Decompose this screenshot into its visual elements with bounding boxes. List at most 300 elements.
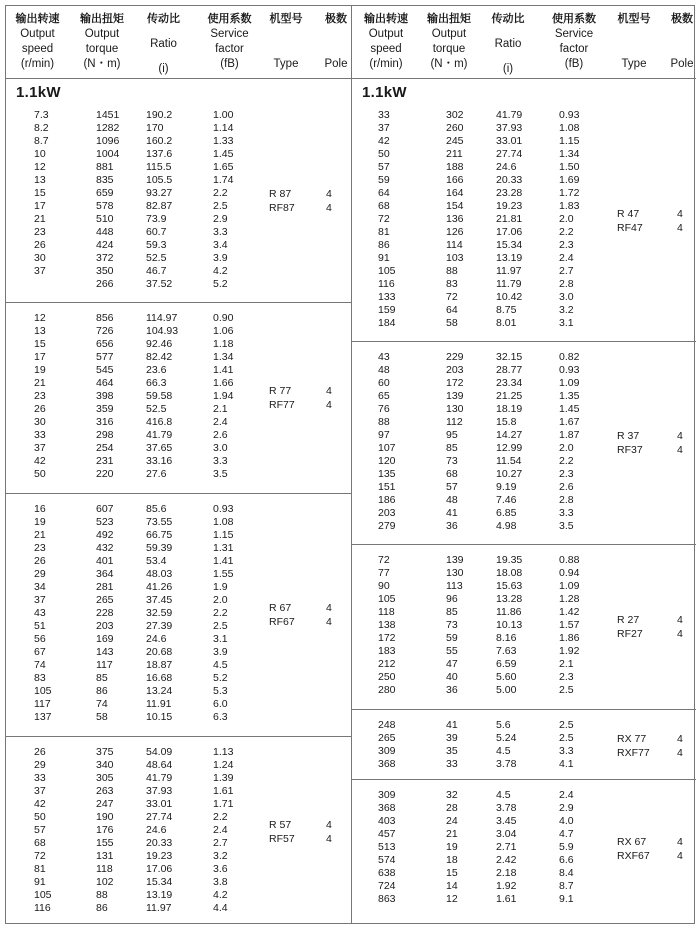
cell-torque: 102 [96, 876, 114, 888]
cell-speed: 724 [378, 880, 396, 892]
table-row [6, 672, 351, 685]
header-ratio-cn: 传动比 [491, 13, 525, 25]
cell-service: 1.9 [213, 581, 228, 593]
cell-service: 1.61 [213, 785, 234, 797]
cell-ratio: 11.79 [496, 278, 522, 290]
cell-torque: 220 [96, 468, 114, 480]
cell-speed: 107 [378, 442, 396, 454]
header-ratio [482, 12, 534, 77]
table-row [352, 880, 696, 893]
cell-torque: 260 [446, 122, 464, 134]
cell-torque: 172 [446, 377, 464, 389]
cell-service: 3.8 [213, 876, 228, 888]
cell-speed: 33 [378, 109, 390, 121]
cell-speed: 105 [34, 889, 52, 901]
cell-ratio: 37.93 [146, 785, 173, 797]
cell-torque: 85 [446, 606, 458, 618]
header-ratio-en: Ratio [150, 38, 177, 50]
cell-service: 1.24 [213, 759, 234, 771]
type-line [269, 818, 338, 832]
cell-service: 2.3 [559, 239, 574, 251]
cell-service: 3.2 [559, 304, 574, 316]
type-name: R 87 [269, 188, 292, 200]
cell-service: 2.5 [559, 719, 574, 731]
cell-torque: 58 [446, 317, 458, 329]
cell-service: 1.72 [559, 187, 580, 199]
type-line [269, 832, 338, 846]
pole-count: 4 [677, 733, 683, 745]
table-row [6, 529, 351, 542]
cell-speed: 72 [34, 850, 46, 862]
cell-service: 0.93 [213, 503, 234, 515]
cell-speed: 81 [378, 226, 390, 238]
cell-torque: 59 [446, 632, 458, 644]
header-type-cn: 机型号 [269, 13, 303, 25]
cell-ratio: 82.42 [146, 351, 173, 363]
table-row [352, 416, 696, 429]
table-row [6, 239, 351, 252]
cell-torque: 48 [446, 494, 458, 506]
cell-speed: 10 [34, 148, 46, 160]
cell-speed: 43 [378, 351, 390, 363]
cell-torque: 281 [96, 581, 114, 593]
table-row [352, 593, 696, 606]
cell-speed: 72 [378, 213, 390, 225]
cell-speed: 59 [378, 174, 390, 186]
cell-ratio: 4.5 [496, 745, 511, 757]
cell-service: 1.15 [559, 135, 580, 147]
cell-torque: 263 [96, 785, 114, 797]
table-row [6, 876, 351, 889]
cell-ratio: 11.54 [496, 455, 522, 467]
cell-torque: 103 [446, 252, 464, 264]
pole-count: 4 [677, 221, 683, 234]
cell-ratio: 46.7 [146, 265, 167, 277]
header-speed-unit: (r/min) [369, 58, 403, 70]
cell-speed: 64 [378, 187, 390, 199]
table-row [352, 278, 696, 291]
cell-torque: 15 [446, 867, 458, 879]
cell-torque: 1451 [96, 109, 120, 121]
cell-service: 1.08 [213, 516, 234, 528]
pole-count: 4 [326, 188, 332, 200]
cell-service: 1.31 [213, 542, 234, 554]
type-name: RF57 [269, 832, 295, 845]
cell-service: 4.0 [559, 815, 574, 827]
cell-ratio: 3.04 [496, 828, 517, 840]
header-pole-en: Pole [670, 58, 694, 70]
cell-ratio: 73.55 [146, 516, 173, 528]
table-row [352, 645, 696, 658]
cell-service: 1.67 [559, 416, 580, 428]
model-type [617, 429, 689, 457]
cell-speed: 37 [378, 122, 390, 134]
cell-service: 2.2 [213, 811, 228, 823]
cell-ratio: 4.98 [496, 520, 517, 532]
cell-service: 1.08 [559, 122, 580, 134]
cell-service: 5.2 [213, 672, 228, 684]
cell-service: 1.87 [559, 429, 580, 441]
cell-service: 1.42 [559, 606, 580, 618]
cell-torque: 229 [446, 351, 464, 363]
header-type-en: Type [273, 58, 299, 70]
cell-torque: 24 [446, 815, 458, 827]
cell-service: 0.94 [559, 567, 580, 579]
header-service-cn: 使用系数 [207, 13, 252, 25]
cell-ratio: 66.3 [146, 377, 167, 389]
cell-ratio: 60.7 [146, 226, 167, 238]
cell-torque: 578 [96, 200, 114, 212]
cell-torque: 28 [446, 802, 458, 814]
table-row [6, 759, 351, 772]
header-service-en: Service [210, 28, 249, 40]
cell-ratio: 41.79 [496, 109, 523, 121]
cell-service: 2.6 [213, 429, 228, 441]
cell-speed: 638 [378, 867, 396, 879]
cell-torque: 39 [446, 732, 458, 744]
table-row [6, 516, 351, 529]
cell-ratio: 23.28 [496, 187, 523, 199]
cell-torque: 55 [446, 645, 458, 657]
cell-ratio: 5.6 [496, 719, 511, 731]
cell-torque: 32 [446, 789, 458, 801]
cell-speed: 116 [378, 278, 395, 290]
pole-count: 4 [326, 601, 332, 614]
cell-ratio: 20.33 [146, 837, 173, 849]
type-name: RF27 [617, 627, 643, 640]
cell-ratio: 92.46 [146, 338, 173, 350]
cell-torque: 96 [446, 593, 458, 605]
cell-torque: 298 [96, 429, 114, 441]
type-line [269, 201, 338, 215]
cell-ratio: 11.86 [496, 606, 522, 618]
cell-speed: 309 [378, 789, 396, 801]
table-row [6, 278, 351, 291]
cell-ratio: 13.19 [496, 252, 523, 264]
cell-torque: 86 [96, 685, 108, 697]
cell-ratio: 8.01 [496, 317, 517, 329]
cell-service: 3.9 [213, 646, 228, 658]
cell-torque: 835 [96, 174, 114, 186]
cell-torque: 72 [446, 291, 458, 303]
cell-torque: 114 [446, 239, 463, 251]
cell-service: 2.9 [213, 213, 228, 225]
cell-speed: 279 [378, 520, 396, 532]
cell-torque: 523 [96, 516, 114, 528]
cell-service: 1.34 [559, 148, 580, 160]
cell-service: 2.7 [213, 837, 228, 849]
cell-service: 4.4 [213, 902, 228, 914]
cell-torque: 316 [96, 416, 114, 428]
cell-service: 2.3 [559, 671, 574, 683]
cell-service: 2.2 [213, 607, 228, 619]
cell-speed: 42 [34, 455, 46, 467]
cell-speed: 457 [378, 828, 396, 840]
cell-ratio: 13.28 [496, 593, 523, 605]
cell-service: 3.5 [213, 468, 228, 480]
cell-ratio: 11.91 [146, 698, 172, 710]
header-ratio-unit: (i) [158, 63, 169, 75]
cell-torque: 113 [446, 580, 463, 592]
cell-torque: 21 [446, 828, 458, 840]
cell-torque: 350 [96, 265, 114, 277]
table-row [352, 122, 696, 135]
cell-ratio: 4.5 [496, 789, 511, 801]
cell-speed: 68 [34, 837, 46, 849]
type-line [617, 221, 689, 235]
cell-torque: 41 [446, 507, 458, 519]
cell-torque: 154 [446, 200, 464, 212]
cell-service: 2.8 [559, 278, 574, 290]
pole-count: 4 [677, 835, 683, 848]
header-service [538, 12, 610, 72]
left-column [6, 6, 351, 923]
cell-speed: 26 [34, 555, 46, 567]
cell-speed: 72 [378, 554, 390, 566]
cell-torque: 19 [446, 841, 458, 853]
table-row [352, 567, 696, 580]
table-row [352, 291, 696, 304]
cell-speed: 12 [34, 312, 46, 324]
cell-service: 1.50 [559, 161, 580, 173]
cell-torque: 856 [96, 312, 114, 324]
cell-torque: 169 [96, 633, 114, 645]
type-line [617, 849, 689, 863]
table-row [6, 161, 351, 174]
cell-ratio: 19.23 [496, 200, 523, 212]
cell-speed: 86 [378, 239, 390, 251]
cell-service: 2.4 [559, 789, 574, 801]
cell-service: 4.2 [213, 265, 228, 277]
cell-torque: 190 [96, 811, 114, 823]
cell-service: 2.0 [559, 442, 574, 454]
cell-torque: 228 [96, 607, 114, 619]
cell-torque: 112 [446, 416, 463, 428]
cell-service: 1.57 [559, 619, 580, 631]
cell-torque: 117 [96, 659, 113, 671]
table-header [6, 6, 351, 79]
cell-ratio: 12.99 [496, 442, 523, 454]
cell-speed: 17 [34, 200, 46, 212]
cell-ratio: 33.01 [146, 798, 173, 810]
cell-service: 2.2 [559, 226, 574, 238]
cell-service: 0.93 [559, 364, 580, 376]
cell-speed: 13 [34, 325, 46, 337]
header-pole [652, 12, 700, 72]
table-row [352, 187, 696, 200]
cell-torque: 47 [446, 658, 458, 670]
cell-service: 1.33 [213, 135, 234, 147]
cell-service: 5.2 [213, 278, 228, 290]
cell-speed: 15 [34, 187, 46, 199]
cell-service: 8.7 [559, 880, 574, 892]
table-row [6, 325, 351, 338]
header-speed [10, 12, 65, 72]
cell-speed: 21 [34, 529, 46, 541]
cell-speed: 17 [34, 351, 46, 363]
cell-ratio: 115.5 [146, 161, 172, 173]
type-name: RX 77 [617, 733, 647, 745]
cell-speed: 91 [34, 876, 46, 888]
cell-service: 8.4 [559, 867, 574, 879]
cell-service: 0.90 [213, 312, 234, 324]
type-name: RF67 [269, 615, 295, 628]
cell-torque: 64 [446, 304, 458, 316]
cell-service: 3.3 [559, 745, 574, 757]
cell-speed: 57 [34, 824, 46, 836]
cell-torque: 139 [446, 554, 464, 566]
cell-speed: 186 [378, 494, 396, 506]
type-name: R 47 [617, 207, 640, 220]
cell-torque: 464 [96, 377, 114, 389]
cell-torque: 359 [96, 403, 114, 415]
cell-service: 2.4 [213, 824, 228, 836]
cell-service: 1.94 [213, 390, 234, 402]
model-group [6, 736, 351, 923]
type-line [617, 835, 689, 849]
cell-speed: 16 [34, 503, 46, 515]
table-row [352, 893, 696, 906]
table-row [6, 633, 351, 646]
cell-speed: 19 [34, 516, 46, 528]
table-row [6, 351, 351, 364]
cell-speed: 265 [378, 732, 396, 744]
cell-torque: 164 [446, 187, 464, 199]
model-type [269, 384, 338, 412]
type-line [617, 613, 689, 627]
cell-service: 3.6 [213, 863, 228, 875]
cell-ratio: 27.6 [146, 468, 167, 480]
pole-count: 4 [326, 615, 332, 628]
cell-speed: 151 [378, 481, 396, 493]
cell-ratio: 27.74 [496, 148, 523, 160]
cell-torque: 74 [96, 698, 108, 710]
table-row [352, 364, 696, 377]
cell-torque: 577 [96, 351, 114, 363]
cell-service: 3.5 [559, 520, 574, 532]
type-line [269, 187, 338, 201]
table-row [6, 364, 351, 377]
type-line [617, 429, 689, 443]
table-row [352, 161, 696, 174]
cell-speed: 183 [378, 645, 396, 657]
cell-torque: 36 [446, 684, 458, 696]
cell-ratio: 13.19 [146, 889, 173, 901]
cell-ratio: 15.34 [146, 876, 173, 888]
cell-speed: 23 [34, 390, 46, 402]
header-service-cn: 使用系数 [552, 13, 596, 25]
cell-speed: 90 [378, 580, 390, 592]
type-name: R 67 [269, 601, 292, 614]
cell-service: 2.2 [213, 187, 228, 199]
cell-ratio: 93.27 [146, 187, 173, 199]
cell-service: 2.5 [213, 620, 228, 632]
cell-torque: 1282 [96, 122, 120, 134]
model-group [6, 493, 351, 737]
cell-torque: 245 [446, 135, 464, 147]
cell-service: 6.3 [213, 711, 228, 723]
table-row [6, 252, 351, 265]
cell-speed: 105 [378, 265, 396, 277]
cell-torque: 305 [96, 772, 114, 784]
header-service-unit: (fB) [220, 58, 239, 70]
cell-speed: 26 [34, 239, 46, 251]
cell-service: 1.09 [559, 377, 580, 389]
type-name: RF87 [269, 202, 295, 214]
cell-torque: 139 [446, 390, 464, 402]
table-row [6, 312, 351, 325]
table-row [352, 468, 696, 481]
cell-speed: 29 [34, 759, 46, 771]
table-row [6, 135, 351, 148]
cell-torque: 211 [446, 148, 463, 160]
cell-speed: 50 [34, 811, 46, 823]
table-row [6, 798, 351, 811]
header-speed-unit: (r/min) [20, 58, 55, 70]
cell-torque: 340 [96, 759, 114, 771]
cell-speed: 137 [34, 711, 52, 723]
type-line [269, 398, 338, 412]
cell-speed: 8.7 [34, 135, 49, 147]
cell-ratio: 33.01 [496, 135, 523, 147]
header-type-en: Type [621, 58, 647, 70]
cell-service: 3.3 [213, 455, 228, 467]
cell-ratio: 7.46 [496, 494, 517, 506]
cell-torque: 130 [446, 403, 464, 415]
cell-speed: 863 [378, 893, 396, 905]
cell-speed: 77 [378, 567, 390, 579]
cell-ratio: 105.5 [146, 174, 173, 186]
cell-service: 2.6 [559, 481, 574, 493]
cell-service: 1.34 [213, 351, 234, 363]
cell-speed: 118 [378, 606, 395, 618]
model-type [269, 187, 338, 215]
cell-service: 1.15 [213, 529, 234, 541]
cell-ratio: 17.06 [496, 226, 523, 238]
cell-speed: 30 [34, 252, 46, 264]
pole-count: 4 [677, 849, 683, 862]
type-line [617, 732, 689, 746]
cell-service: 2.0 [213, 594, 228, 606]
cell-service: 1.71 [213, 798, 234, 810]
cell-speed: 574 [378, 854, 396, 866]
table-row [6, 568, 351, 581]
cell-speed: 7.3 [34, 109, 49, 121]
cell-ratio: 13.24 [146, 685, 173, 697]
cell-ratio: 23.6 [146, 364, 167, 376]
table-row [352, 658, 696, 671]
type-name: RX 67 [617, 835, 647, 848]
table-row [352, 239, 696, 252]
cell-speed: 248 [378, 719, 396, 731]
header-torque-en2: torque [432, 43, 466, 55]
type-line [269, 601, 338, 615]
table-row [352, 867, 696, 880]
table-row [6, 889, 351, 902]
cell-ratio: 52.5 [146, 252, 167, 264]
cell-torque: 424 [96, 239, 114, 251]
cell-service: 3.1 [213, 633, 228, 645]
cell-speed: 56 [34, 633, 46, 645]
type-name: RF37 [617, 444, 643, 456]
header-speed-cn: 输出转速 [15, 13, 60, 25]
header-pole-en: Pole [324, 58, 348, 70]
table-row [352, 802, 696, 815]
header-ratio-unit: (i) [502, 63, 514, 75]
table-row [352, 789, 696, 802]
table-row [6, 174, 351, 187]
cell-speed: 33 [34, 772, 46, 784]
